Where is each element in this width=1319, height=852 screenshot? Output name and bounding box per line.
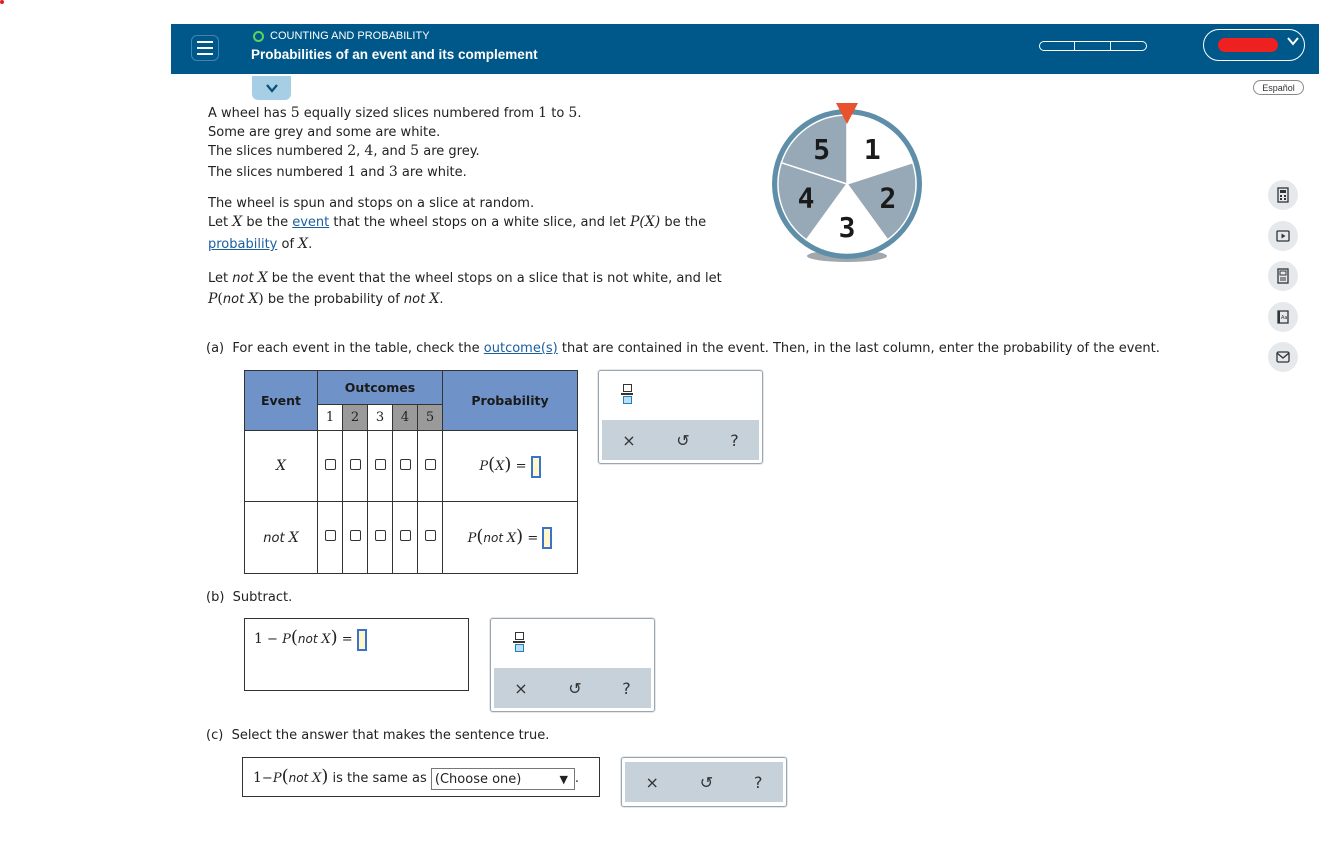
event-cell: X <box>245 431 318 502</box>
dropdown-arrow-icon: ▼ <box>559 772 568 786</box>
checkbox-notx-4[interactable] <box>400 530 411 541</box>
help-button[interactable]: ? <box>622 678 631 698</box>
menu-icon-line <box>197 41 213 43</box>
outcome-header-2: 2 <box>343 405 368 431</box>
outcome-header-3: 3 <box>368 405 393 431</box>
menu-icon-line <box>197 53 213 55</box>
math-palette-a <box>598 370 763 464</box>
user-name-redacted <box>1218 38 1278 52</box>
undo-button[interactable]: ↺ <box>699 772 714 792</box>
problem-line-6: Let X be the event that the wheel stops on a white slice, and let P(X) be the <box>208 214 707 230</box>
svg-text:Aa: Aa <box>1281 315 1288 321</box>
chevron-down-icon <box>1286 34 1300 52</box>
outcomes-header: Outcomes <box>318 371 443 405</box>
wheel-slice-label-2: 2 <box>879 181 897 215</box>
user-menu-button[interactable] <box>1203 29 1305 61</box>
wheel-slice-label-4: 4 <box>797 181 815 215</box>
calculator-icon <box>1275 187 1291 203</box>
answer-input-p-x[interactable] <box>531 456 541 478</box>
fraction-button[interactable] <box>513 632 525 652</box>
checkbox-x-5[interactable] <box>425 459 436 470</box>
math-palette-b <box>490 618 655 712</box>
progress-segment <box>1111 41 1147 51</box>
event-header: Event <box>245 371 318 431</box>
wheel-slice-label-1: 1 <box>863 133 881 167</box>
undo-button[interactable]: ↺ <box>676 430 690 450</box>
lesson-title: Probabilities of an event and its complement <box>251 47 538 62</box>
menu-button[interactable] <box>191 35 219 61</box>
textbook-icon <box>1275 268 1291 284</box>
help-button[interactable]: ? <box>754 772 763 792</box>
wheel-slice-label-3: 3 <box>838 211 856 244</box>
wheel-slice-label-5: 5 <box>813 133 831 167</box>
outcome-header-1: 1 <box>318 405 343 431</box>
top-header <box>171 24 1319 74</box>
choose-one-select[interactable]: (Choose one) ▼ <box>431 768 575 790</box>
clear-button[interactable]: × <box>514 678 528 698</box>
checkbox-notx-1[interactable] <box>325 530 336 541</box>
probability-cell: P(not X) = <box>443 502 578 574</box>
textbook-button[interactable] <box>1268 261 1298 291</box>
topic-row <box>253 30 430 42</box>
outcomes-link[interactable]: outcome(s) <box>483 341 558 356</box>
checkbox-x-3[interactable] <box>375 459 386 470</box>
checkbox-notx-2[interactable] <box>350 530 361 541</box>
answer-input-subtract[interactable] <box>357 629 367 651</box>
probability-cell: P(X) = <box>443 431 578 502</box>
problem-line-5: The wheel is spun and stops on a slice at random. <box>208 196 535 211</box>
event-link[interactable]: event <box>292 215 330 230</box>
topic-status-icon <box>253 31 264 42</box>
part-c-answer-area <box>242 757 600 797</box>
progress-bar <box>1039 41 1147 51</box>
language-button[interactable]: Español <box>1253 80 1304 95</box>
checkbox-x-4[interactable] <box>400 459 411 470</box>
part-c-sentence: 1−P(not X) is the same as (Choose one) ▼ . <box>253 766 579 790</box>
glossary-icon <box>1275 309 1291 325</box>
collapse-tab[interactable] <box>252 76 291 100</box>
chevron-down-icon <box>265 83 279 93</box>
math-palette-c <box>621 757 787 807</box>
palette-toolbar <box>602 420 759 460</box>
problem-line-3: The slices numbered 2, 4, and 5 are grey. <box>208 143 480 159</box>
video-button[interactable] <box>1268 221 1298 251</box>
part-b-answer-area <box>244 618 469 691</box>
corner-dot <box>0 0 4 4</box>
topic-label: COUNTING AND PROBABILITY <box>270 30 430 42</box>
clear-button[interactable]: × <box>645 772 659 792</box>
outcomes-table <box>244 370 578 574</box>
video-icon <box>1275 228 1291 244</box>
palette-toolbar <box>625 762 783 802</box>
undo-button[interactable]: ↺ <box>568 678 582 698</box>
problem-line-2: Some are grey and some are white. <box>208 125 441 140</box>
message-button[interactable] <box>1268 342 1298 372</box>
probability-link[interactable]: probability <box>208 237 278 252</box>
table-row <box>245 431 578 502</box>
fraction-button[interactable] <box>621 384 633 404</box>
checkbox-notx-5[interactable] <box>425 530 436 541</box>
problem-line-8: Let not X be the event that the wheel stops on a slice that is not white, and let <box>208 270 722 286</box>
spinner-wheel <box>765 98 935 268</box>
problem-line-4: The slices numbered 1 and 3 are white. <box>208 164 467 180</box>
problem-line-1: A wheel has 5 equally sized slices numbered from 1 to 5. <box>208 105 582 121</box>
calculator-button[interactable] <box>1268 180 1298 210</box>
outcome-header-5: 5 <box>418 405 443 431</box>
help-button[interactable]: ? <box>730 430 739 450</box>
part-a-instruction: (a) For each event in the table, check the outcome(s) that are contained in the event. Then, in the last column, enter the probability of the event. <box>206 341 1160 356</box>
problem-line-9: P(not X) be the probability of not X. <box>208 291 444 307</box>
part-c-instruction: (c) Select the answer that makes the sentence true. <box>206 728 550 743</box>
glossary-button[interactable] <box>1268 302 1298 332</box>
progress-segment <box>1039 41 1075 51</box>
progress-segment <box>1075 41 1111 51</box>
probability-header: Probability <box>443 371 578 431</box>
checkbox-notx-3[interactable] <box>375 530 386 541</box>
clear-button[interactable]: × <box>622 430 636 450</box>
table-row <box>245 502 578 574</box>
message-icon <box>1275 349 1291 365</box>
event-cell: not X <box>245 502 318 574</box>
checkbox-x-2[interactable] <box>350 459 361 470</box>
palette-toolbar <box>494 668 651 708</box>
problem-line-7: probability of X. <box>208 236 313 252</box>
part-b-expression: 1 − P(not X) = <box>254 627 367 651</box>
menu-icon-line <box>197 47 213 49</box>
part-b-instruction: (b) Subtract. <box>206 590 293 605</box>
outcome-header-4: 4 <box>393 405 418 431</box>
answer-input-p-not-x[interactable] <box>542 527 552 549</box>
checkbox-x-1[interactable] <box>325 459 336 470</box>
